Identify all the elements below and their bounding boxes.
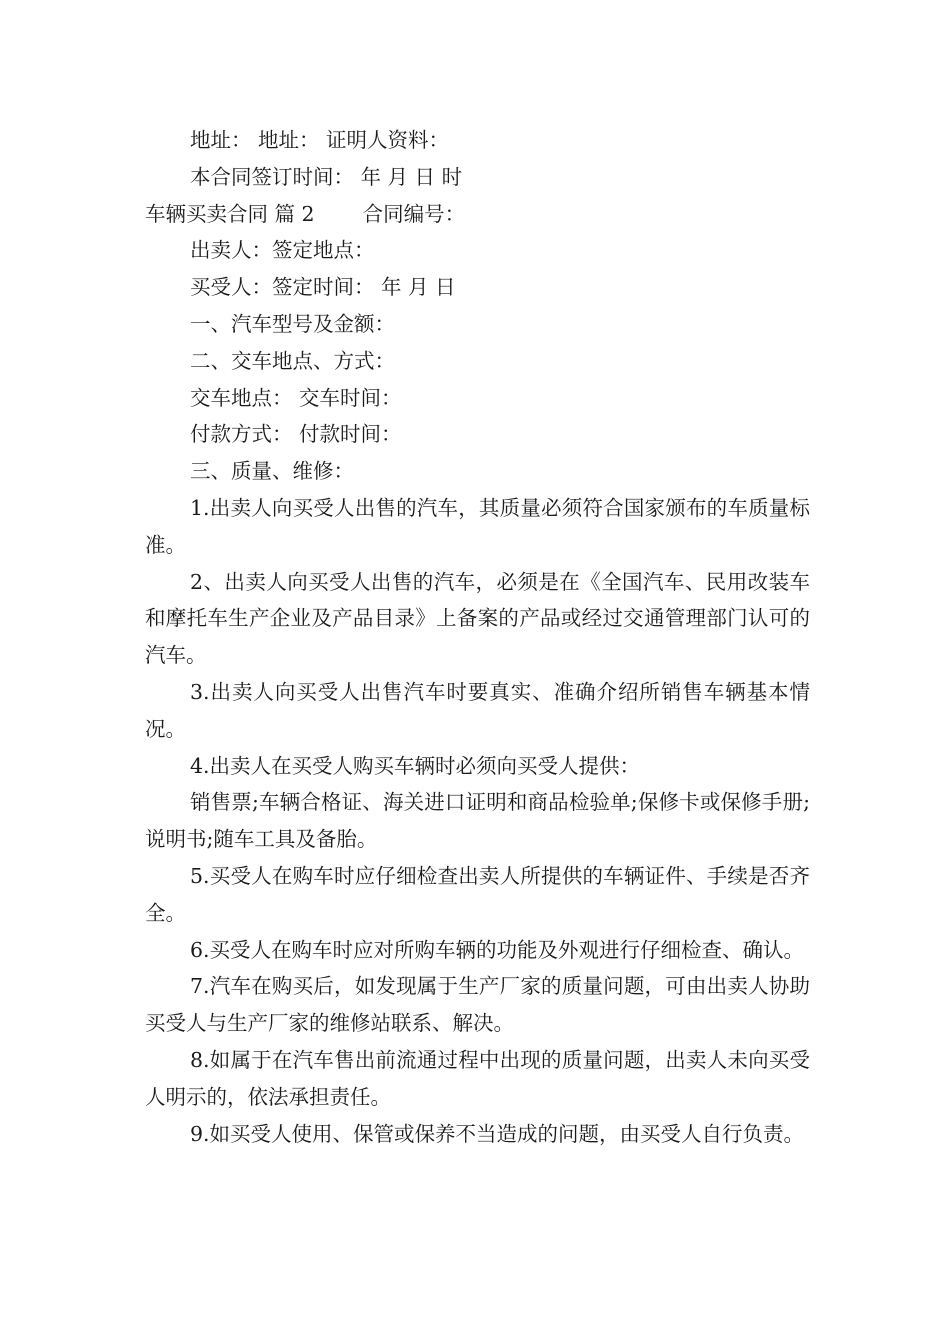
payment-line: 付款方式： 付款时间：: [190, 422, 402, 447]
signing-time-line: 本合同签订时间： 年 月 日 时: [190, 164, 463, 189]
contract-2-title: 车辆买卖合同 篇 2: [145, 201, 315, 226]
section-1-heading: 一、汽车型号及金额：: [190, 311, 395, 336]
clause-9: 9.如买受人使用、保管或保养不当造成的问题，由买受人自行负责。: [190, 1121, 805, 1146]
clause-1: 1.出卖人向买受人出售的汽车，其质量必须符合国家颁布的车质量标准。: [145, 495, 810, 557]
seller-line: 出卖人：签定地点：: [190, 238, 375, 263]
clause-2: 2、出卖人向买受人出售的汽车，必须是在《全国汽车、民用改装车和摩托车生产企业及产品目录》上备案的产品或经过交通管理部门认可的汽车。: [145, 569, 810, 668]
address-line: 地址： 地址： 证明人资料：: [190, 128, 450, 152]
clause-4: 4.出卖人在买受人购买车辆时必须向买受人提供：: [190, 753, 641, 778]
clause-5: 5.买受人在购车时应仔细检查出卖人所提供的车辆证件、手续是否齐全。: [145, 863, 810, 925]
section-2-heading: 二、交车地点、方式：: [190, 348, 395, 373]
clause-3: 3.出卖人向买受人出售汽车时要真实、准确介绍所销售车辆基本情况。: [145, 679, 810, 741]
clause-7: 7.汽车在购买后，如发现属于生产厂家的质量问题，可由出卖人协助买受人与生产厂家的维修站联系、解决。: [145, 974, 810, 1036]
delivery-line: 交车地点： 交车时间：: [190, 385, 402, 410]
clause-6: 6.买受人在购车时应对所购车辆的功能及外观进行仔细检查、确认。: [190, 937, 805, 962]
clause-8: 8.如属于在汽车售出前流通过程中出现的质量问题，出卖人未向买受人明示的，依法承担责任。: [145, 1047, 810, 1109]
clause-4-documents: 销售票;车辆合格证、海关进口证明和商品检验单;保修卡或保修手册;说明书;随车工具及备胎。: [145, 790, 810, 852]
contract-2-heading: [145, 196, 810, 233]
contract-number-label: 合同编号：: [362, 201, 466, 226]
buyer-line: 买受人：签定时间： 年 月 日: [190, 275, 456, 300]
section-3-heading: 三、质量、维修：: [190, 459, 354, 484]
